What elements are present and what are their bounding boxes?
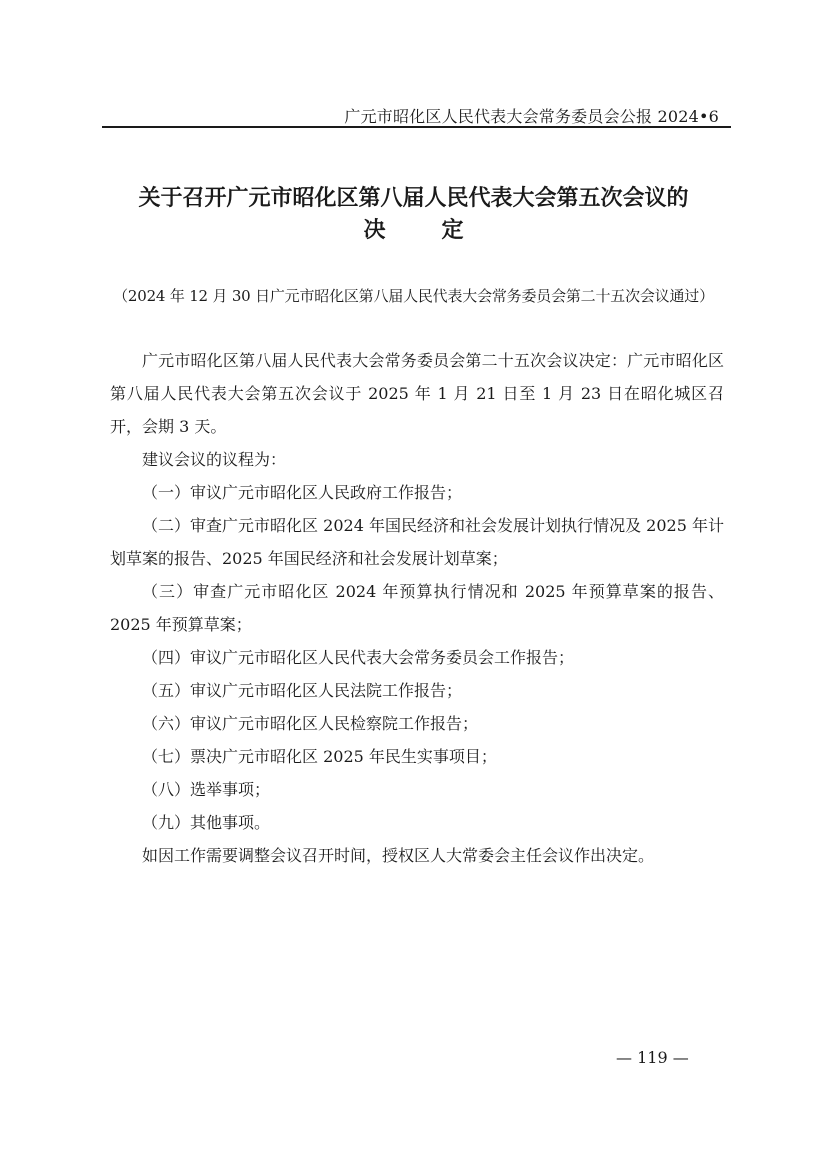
page-number: — 119 — <box>616 1048 689 1067</box>
body-paragraph-closing: 如因工作需要调整会议召开时间，授权区人大常委会主任会议作出决定。 <box>142 846 655 865</box>
agenda-item-5: （五）审议广元市昭化区人民法院工作报告； <box>142 681 463 700</box>
document-title-line-1: 关于召开广元市昭化区第八届人民代表大会第五次会议的 <box>138 185 689 211</box>
bulletin-header: 广元市昭化区人民代表大会常务委员会公报 2024•6 <box>344 107 719 126</box>
body-paragraph-intro: 广元市昭化区第八届人民代表大会常务委员会第二十五次会议决定：广元市昭化区第八届人民代表大会第五次会议于 2025 年 1 月 21 日至 1 月 23 日在昭化城区召开，会期 3 天。 <box>110 351 724 436</box>
agenda-item-9: （九）其他事项。 <box>142 813 271 832</box>
body-paragraph-agenda-lead: 建议会议的议程为： <box>142 450 287 469</box>
agenda-item-4: （四）审议广元市昭化区人民代表大会常务委员会工作报告； <box>142 648 575 667</box>
agenda-item-8: （八）选举事项； <box>142 780 271 799</box>
adoption-note: （2024 年 12 月 30 日广元市昭化区第八届人民代表大会常务委员会第二十五次会议通过） <box>113 287 714 305</box>
agenda-item-3: （三）审查广元市昭化区 2024 年预算执行情况和 2025 年预算草案的报告、2025 年预算草案； <box>110 582 724 634</box>
header-divider <box>102 126 731 128</box>
agenda-item-1: （一）审议广元市昭化区人民政府工作报告； <box>142 483 463 502</box>
agenda-item-2: （二）审查广元市昭化区 2024 年国民经济和社会发展计划执行情况及 2025 年计划草案的报告、2025 年国民经济和社会发展计划草案； <box>110 516 724 568</box>
document-body <box>110 344 724 872</box>
document-title-line-2: 决定 <box>363 217 520 243</box>
agenda-item-6: （六）审议广元市昭化区人民检察院工作报告； <box>142 714 479 733</box>
agenda-item-7: （七）票决广元市昭化区 2025 年民生实事项目； <box>142 747 497 766</box>
